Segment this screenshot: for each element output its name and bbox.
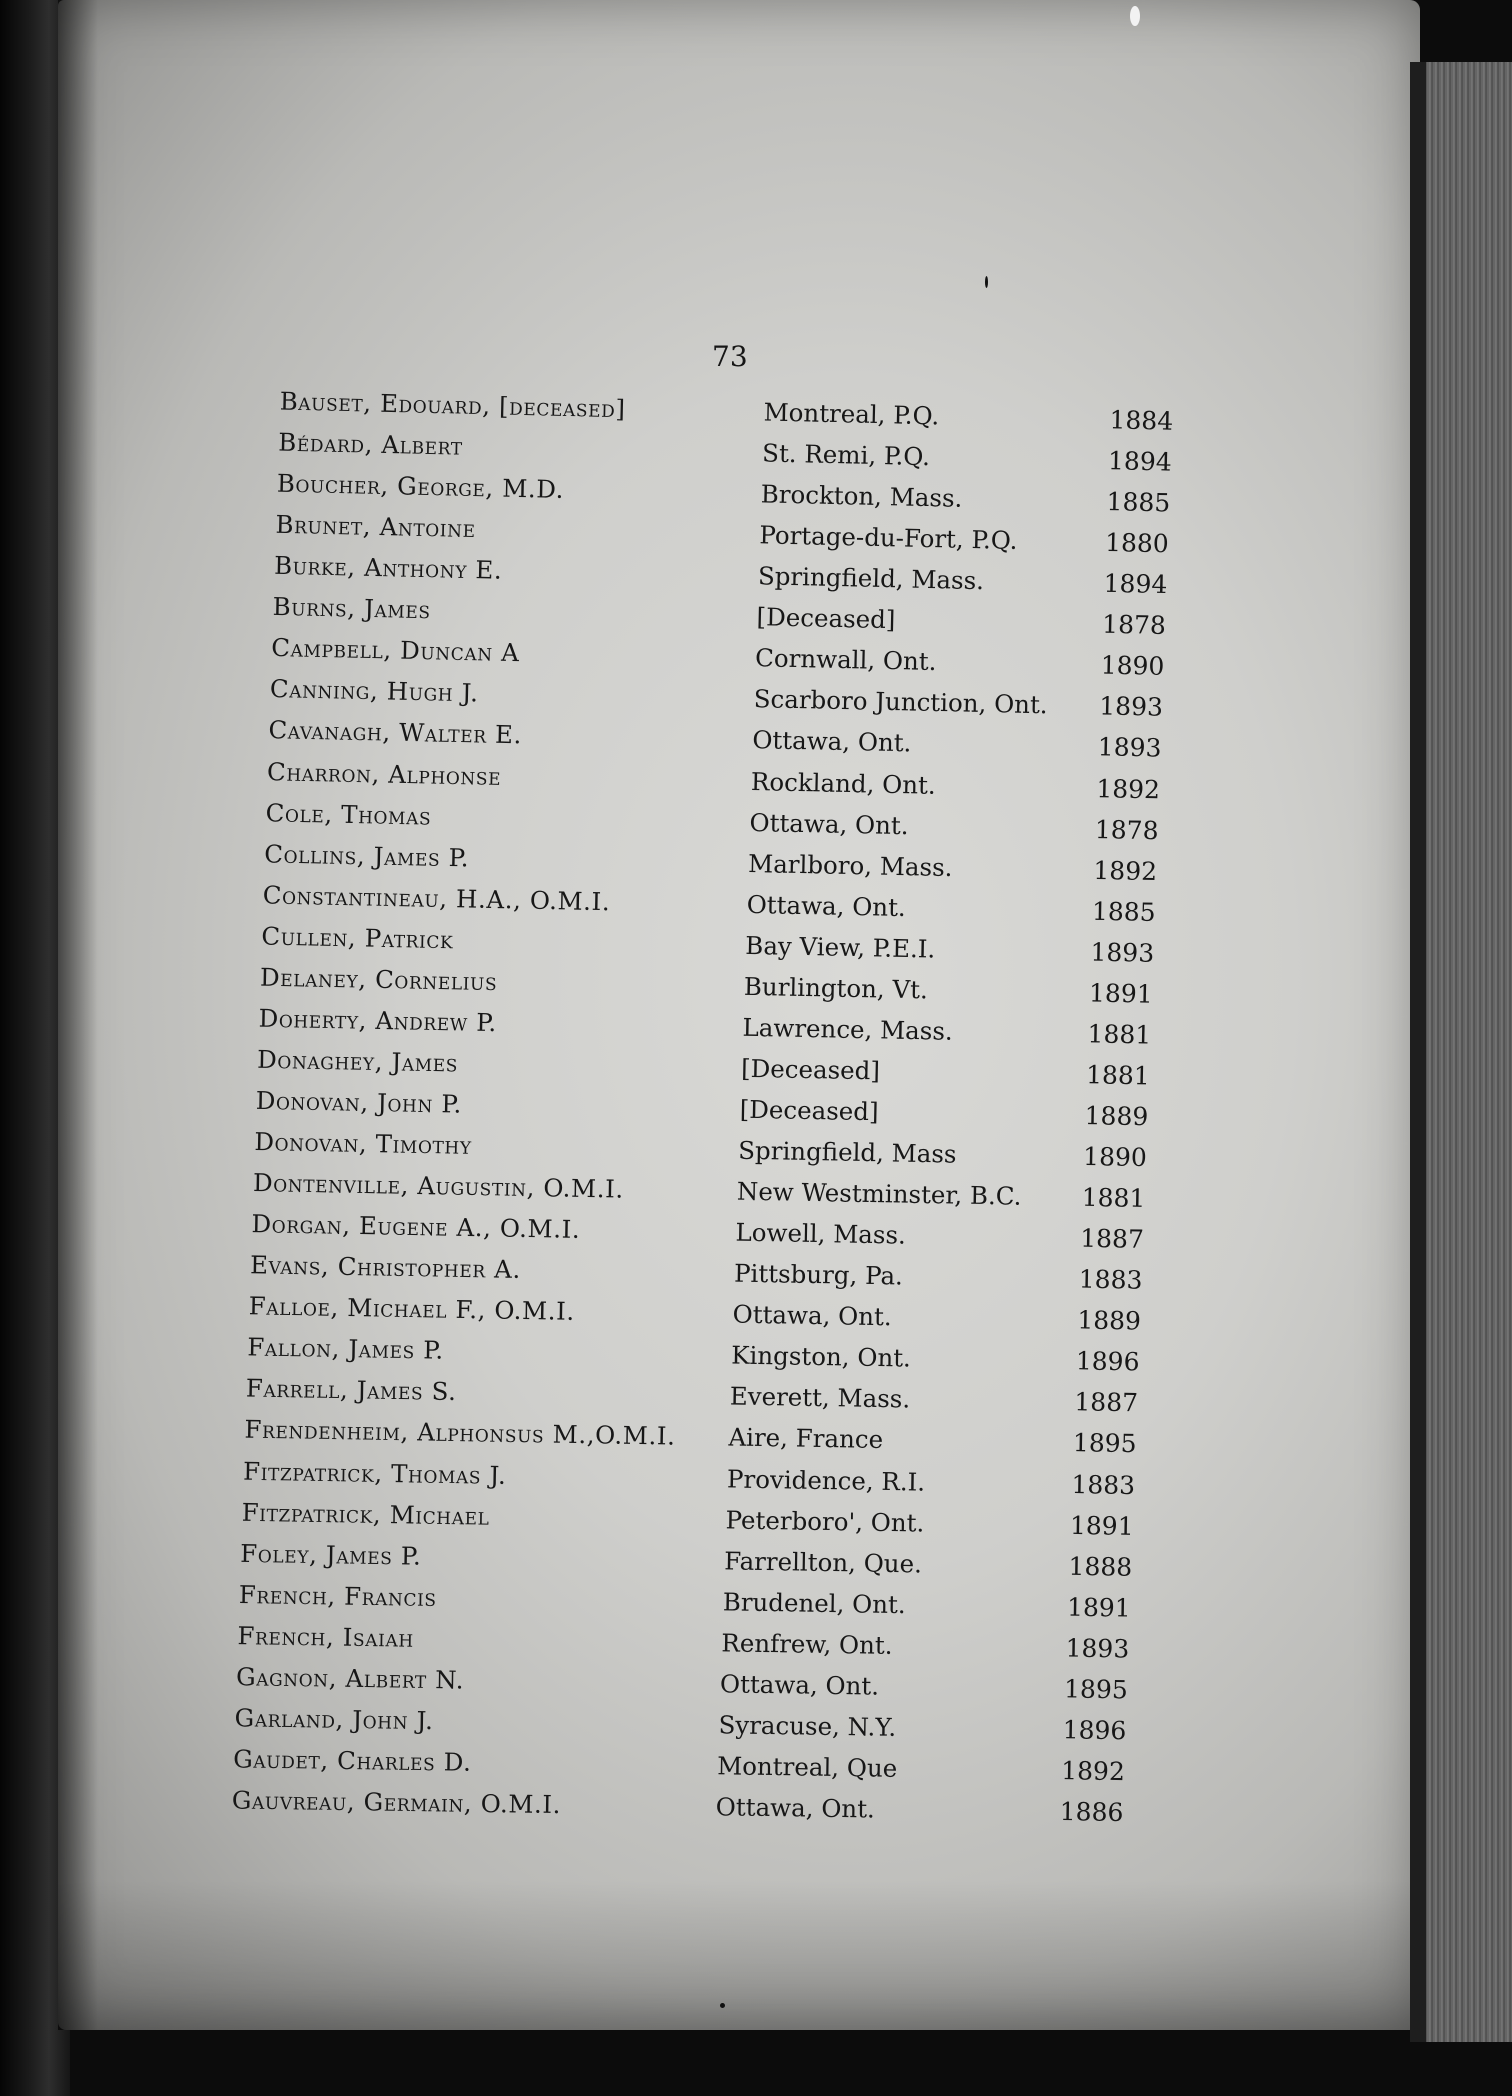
entry-name: Cullen, Patrick [261,921,454,954]
entry-place: [Deceased] [740,1053,881,1086]
entry-place: Scarboro Junction, Ont. [753,684,1048,720]
entry-name: Evans, Christopher A. [249,1250,522,1285]
entry-name: Gauvreau, Germain, O.M.I. [231,1785,562,1820]
entry-name: Doherty, Andrew P. [258,1003,498,1038]
entry-name: Collins, James P. [263,838,470,873]
entry-year: 1889 [1084,1101,1149,1132]
entry-place: Montreal, Que [716,1751,898,1783]
entry-place: Marlboro, Mass. [747,848,953,882]
entry-year: 1890 [1082,1141,1148,1173]
entry-year: 1891 [1088,978,1153,1009]
entry-name: Falloe, Michael F., O.M.I. [248,1291,576,1327]
entry-place: Ottawa, Ont. [732,1299,892,1332]
page-number: 73 [712,340,748,373]
entry-year: 1887 [1080,1223,1145,1254]
entry-place: Montreal, P.Q. [763,397,940,431]
entry-place: Springfield, Mass. [757,561,985,596]
entry-place: New Westminster, B.C. [736,1176,1022,1211]
entry-name: Dorgan, Eugene A., O.M.I. [251,1209,581,1245]
entry-place: Rockland, Ont. [750,766,936,800]
entry-year: 1892 [1096,773,1161,804]
entry-name: Bédard, Albert [278,427,464,461]
entry-year: 1885 [1091,896,1156,927]
entry-name: French, Isaiah [237,1620,414,1653]
entry-year: 1894 [1103,568,1168,600]
entry-place: Springfield, Mass [738,1135,957,1169]
entry-year: 1890 [1100,650,1165,682]
entry-year: 1888 [1068,1551,1133,1582]
entry-year: 1887 [1074,1387,1139,1418]
entry-year: 1893 [1065,1633,1130,1664]
entry-place: Lawrence, Mass. [742,1012,954,1046]
entry-year: 1892 [1061,1756,1126,1786]
entry-name: Boucher, George, M.D. [276,468,565,505]
entry-name: Dontenville, Augustin, O.M.I. [252,1168,625,1204]
entry-name: Charron, Alphonse [266,756,502,791]
entry-name: Gaudet, Charles D. [233,1744,472,1777]
entry-place: Ottawa, Ont. [719,1669,880,1701]
entry-year: 1883 [1071,1469,1136,1500]
entry-name: Donovan, John P. [255,1085,463,1119]
entry-year: 1896 [1062,1715,1127,1746]
entry-year: 1893 [1099,691,1164,723]
entry-name: French, Francis [238,1579,437,1612]
entry-name: Burns, James [272,592,431,625]
entry-place: St. Remi, P.Q. [761,438,931,472]
entry-year: 1896 [1075,1346,1140,1377]
entry-name: Foley, James P. [240,1538,422,1571]
entry-year: 1884 [1109,405,1174,436]
entry-year: 1895 [1072,1428,1137,1459]
entry-name: Cavanagh, Walter E. [268,715,523,750]
entry-year: 1889 [1077,1305,1142,1336]
entry-place: Ottawa, Ont. [749,807,909,840]
entry-place: Renfrew, Ont. [721,1628,893,1660]
entry-place: Providence, R.I. [726,1463,926,1497]
entry-year: 1881 [1085,1060,1151,1091]
entry-place: Ottawa, Ont. [746,889,907,922]
entry-place: Farrellton, Que. [724,1546,923,1579]
entry-place: [Deceased] [756,602,896,635]
entry-name: Delaney, Cornelius [259,962,498,996]
entry-place: [Deceased] [739,1094,879,1127]
entry-place: Burlington, Vt. [743,971,929,1005]
entry-name: Canning, Hugh J. [269,674,479,708]
entry-name: Brunet, Antoine [275,509,476,544]
entry-place: Aire, France [728,1422,884,1455]
entry-place: Pittsburg, Pa. [733,1258,904,1291]
entry-year: 1878 [1094,814,1159,845]
entry-name: Constantineau, H.A., O.M.I. [262,880,611,916]
entry-year: 1895 [1063,1674,1128,1705]
entry-year: 1893 [1097,732,1162,763]
entry-name: Cole, Thomas [265,797,432,831]
entry-name: Gagnon, Albert N. [235,1661,465,1695]
entry-year: 1885 [1106,487,1171,518]
entry-name: Donaghey, James [256,1044,459,1078]
entry-name: Burke, Anthony E. [273,551,503,585]
entry-year: 1891 [1066,1592,1131,1623]
entry-place: Brockton, Mass. [760,479,963,513]
entry-name: Fitzpatrick, Michael [241,1497,490,1531]
entry-name: Fallon, James P. [247,1332,445,1366]
entry-place: Cornwall, Ont. [754,643,937,677]
entry-year: 1892 [1093,855,1158,886]
entry-year: 1883 [1078,1264,1143,1295]
entry-name: Bauset, Edouard, [deceased] [279,386,626,424]
entry-place: Ottawa, Ont. [715,1792,876,1824]
entry-place: Portage-du-Fort, P.Q. [759,520,1018,556]
entry-place: Everett, Mass. [729,1381,911,1414]
entry-name: Garland, John J. [234,1703,434,1736]
entry-year: 1881 [1081,1182,1146,1214]
entry-place: Lowell, Mass. [735,1217,907,1250]
entry-year: 1891 [1069,1510,1134,1541]
entry-name: Farrell, James S. [245,1373,457,1407]
entry-name: Frendenheim, Alphonsus M.,O.M.I. [244,1415,676,1452]
entry-place: Syracuse, N.Y. [718,1710,897,1742]
entry-name: Campbell, Duncan A [270,633,520,668]
entry-year: 1886 [1059,1797,1124,1827]
entry-name: Fitzpatrick, Thomas J. [242,1456,507,1490]
entry-place: Kingston, Ont. [731,1340,912,1373]
entry-name: Donovan, Timothy [254,1126,472,1160]
entry-year: 1894 [1107,446,1173,477]
entry-place: Peterboro', Ont. [725,1504,925,1538]
entry-place: Bay View, P.E.I. [745,930,936,964]
entry-year: 1893 [1090,937,1155,968]
entry-place: Brudenel, Ont. [722,1587,906,1619]
entry-year: 1878 [1101,609,1167,641]
entry-year: 1880 [1104,528,1170,559]
entry-year: 1881 [1087,1019,1152,1050]
entry-place: Ottawa, Ont. [752,725,912,758]
